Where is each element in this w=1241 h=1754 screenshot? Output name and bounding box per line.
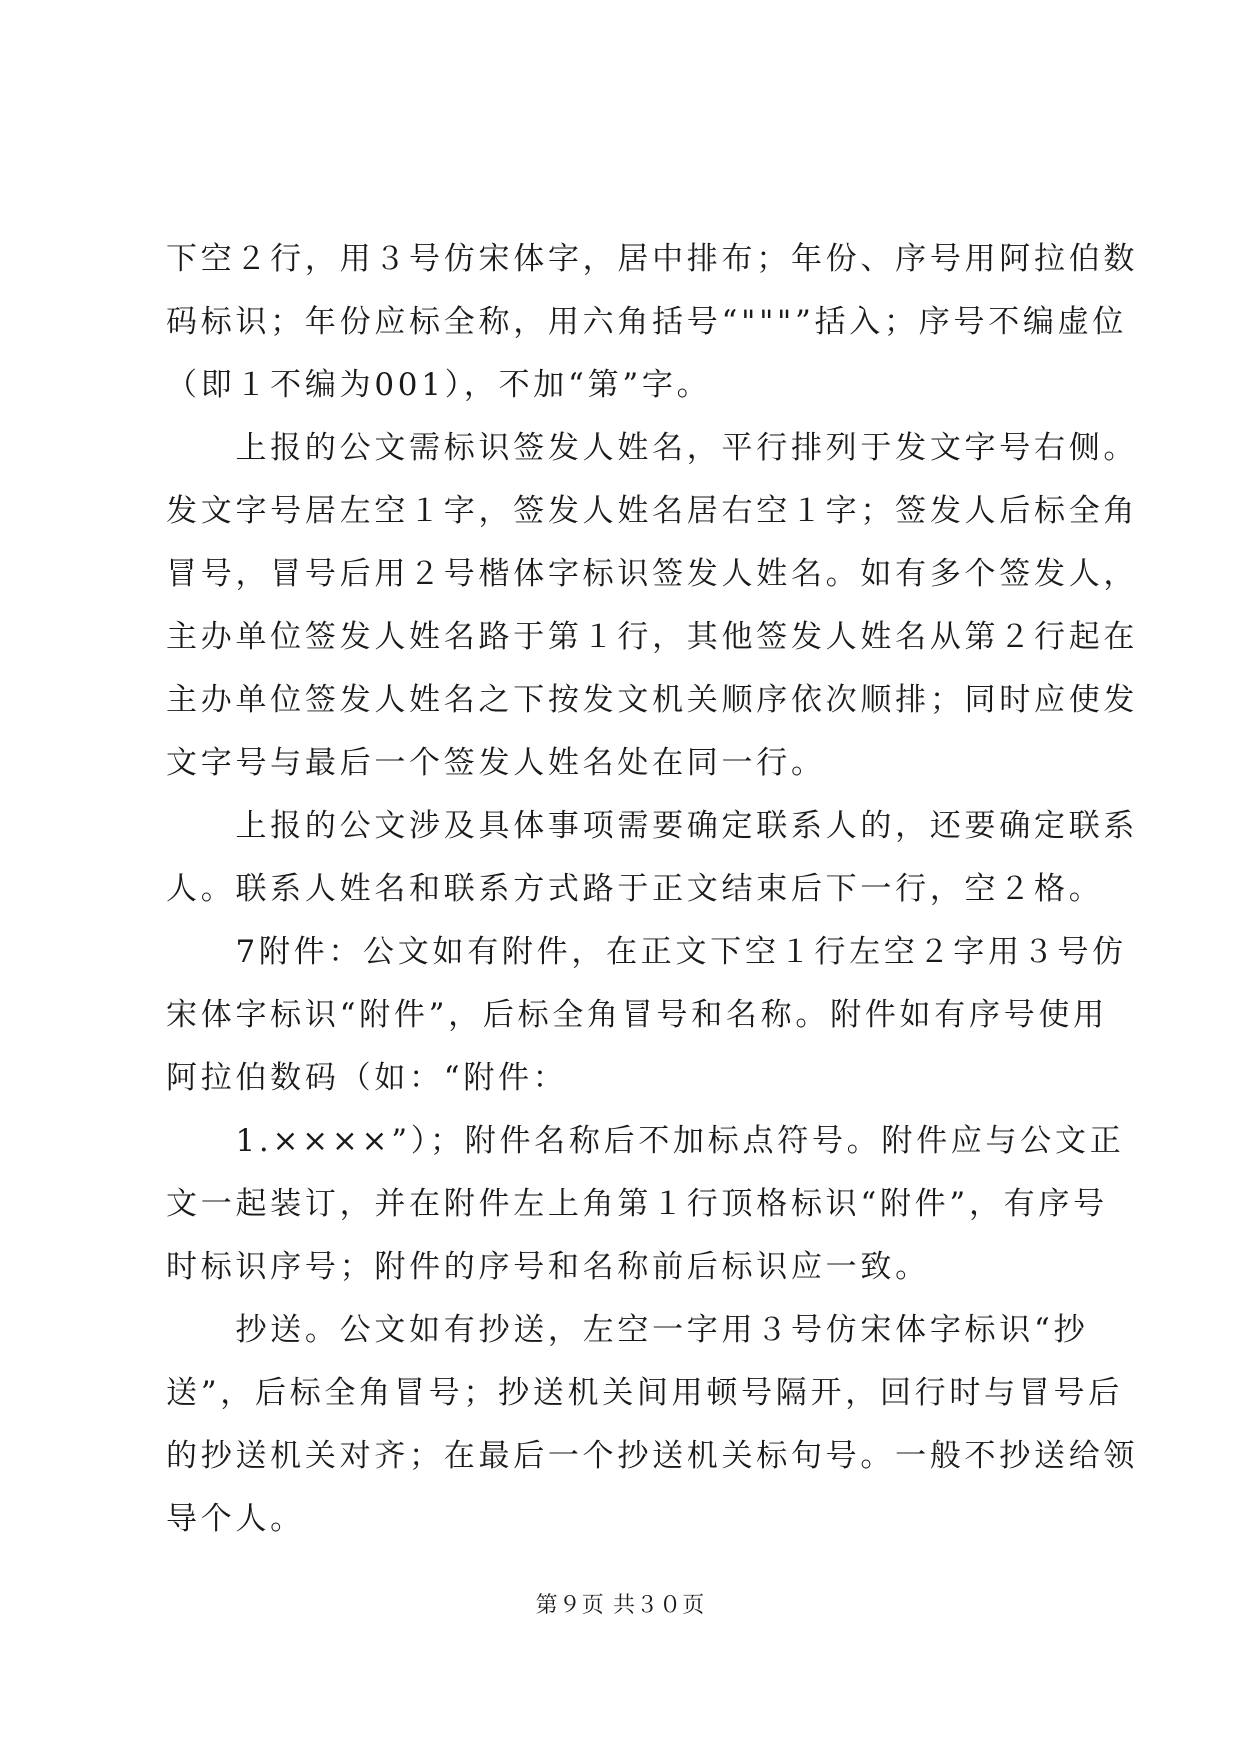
page-number-footer: 第９页 共３０页: [535, 1593, 706, 1618]
text-line: 发文字号居左空１字，签发人姓名居右空１字；签发人后标全角: [166, 493, 1139, 529]
text-line: 的抄送机关对齐；在最后一个抄送机关标句号。一般不抄送给领: [166, 1438, 1139, 1474]
text-line: 宋体字标识“附件”，后标全角冒号和名称。附件如有序号使用: [166, 997, 1108, 1033]
text-line: 码标识；年份应标全称，用六角括号“"""”括入；序号不编虚位: [166, 304, 1128, 340]
text-line: 1.××××”）；附件名称后不加标点符号。附件应与公文正: [166, 1123, 1125, 1159]
text-line: 人。联系人姓名和联系方式路于正文结束后下一行，空２格。: [166, 871, 1104, 907]
text-line: 送”，后标全角冒号；抄送机关间用顿号隔开，回行时与冒号后: [166, 1375, 1124, 1411]
text-line: 时标识序号；附件的序号和名称前后标识应一致。: [166, 1249, 930, 1285]
body-text: [166, 228, 1139, 1551]
text-line: 冒号，冒号后用２号楷体字标识签发人姓名。如有多个签发人，: [166, 556, 1139, 592]
text-line: 上报的公文涉及具体事项需要确定联系人的，还要确定联系: [166, 808, 1139, 844]
text-line: 上报的公文需标识签发人姓名，平行排列于发文字号右侧。: [166, 430, 1139, 466]
text-line: 主办单位签发人姓名之下按发文机关顺序依次顺排；同时应使发: [166, 682, 1139, 718]
text-line: 文一起装订，并在附件左上角第１行顶格标识“附件”，有序号: [166, 1186, 1108, 1222]
text-line: 主办单位签发人姓名路于第１行，其他签发人姓名从第２行起在: [166, 619, 1139, 655]
text-line: 下空２行，用３号仿宋体字，居中排布；年份、序号用阿拉伯数: [166, 241, 1139, 277]
text-line: 7附件：公文如有附件，在正文下空１行左空２字用３号仿: [166, 934, 1127, 970]
text-line: 文字号与最后一个签发人姓名处在同一行。: [166, 745, 826, 781]
text-line: 阿拉伯数码（如：“附件：: [166, 1060, 568, 1096]
text-line: 抄送。公文如有抄送，左空一字用３号仿宋体字标识“抄: [166, 1312, 1089, 1348]
text-line: 导个人。: [166, 1501, 305, 1537]
text-line: （即１不编为001），不加“第”字。: [166, 367, 712, 403]
